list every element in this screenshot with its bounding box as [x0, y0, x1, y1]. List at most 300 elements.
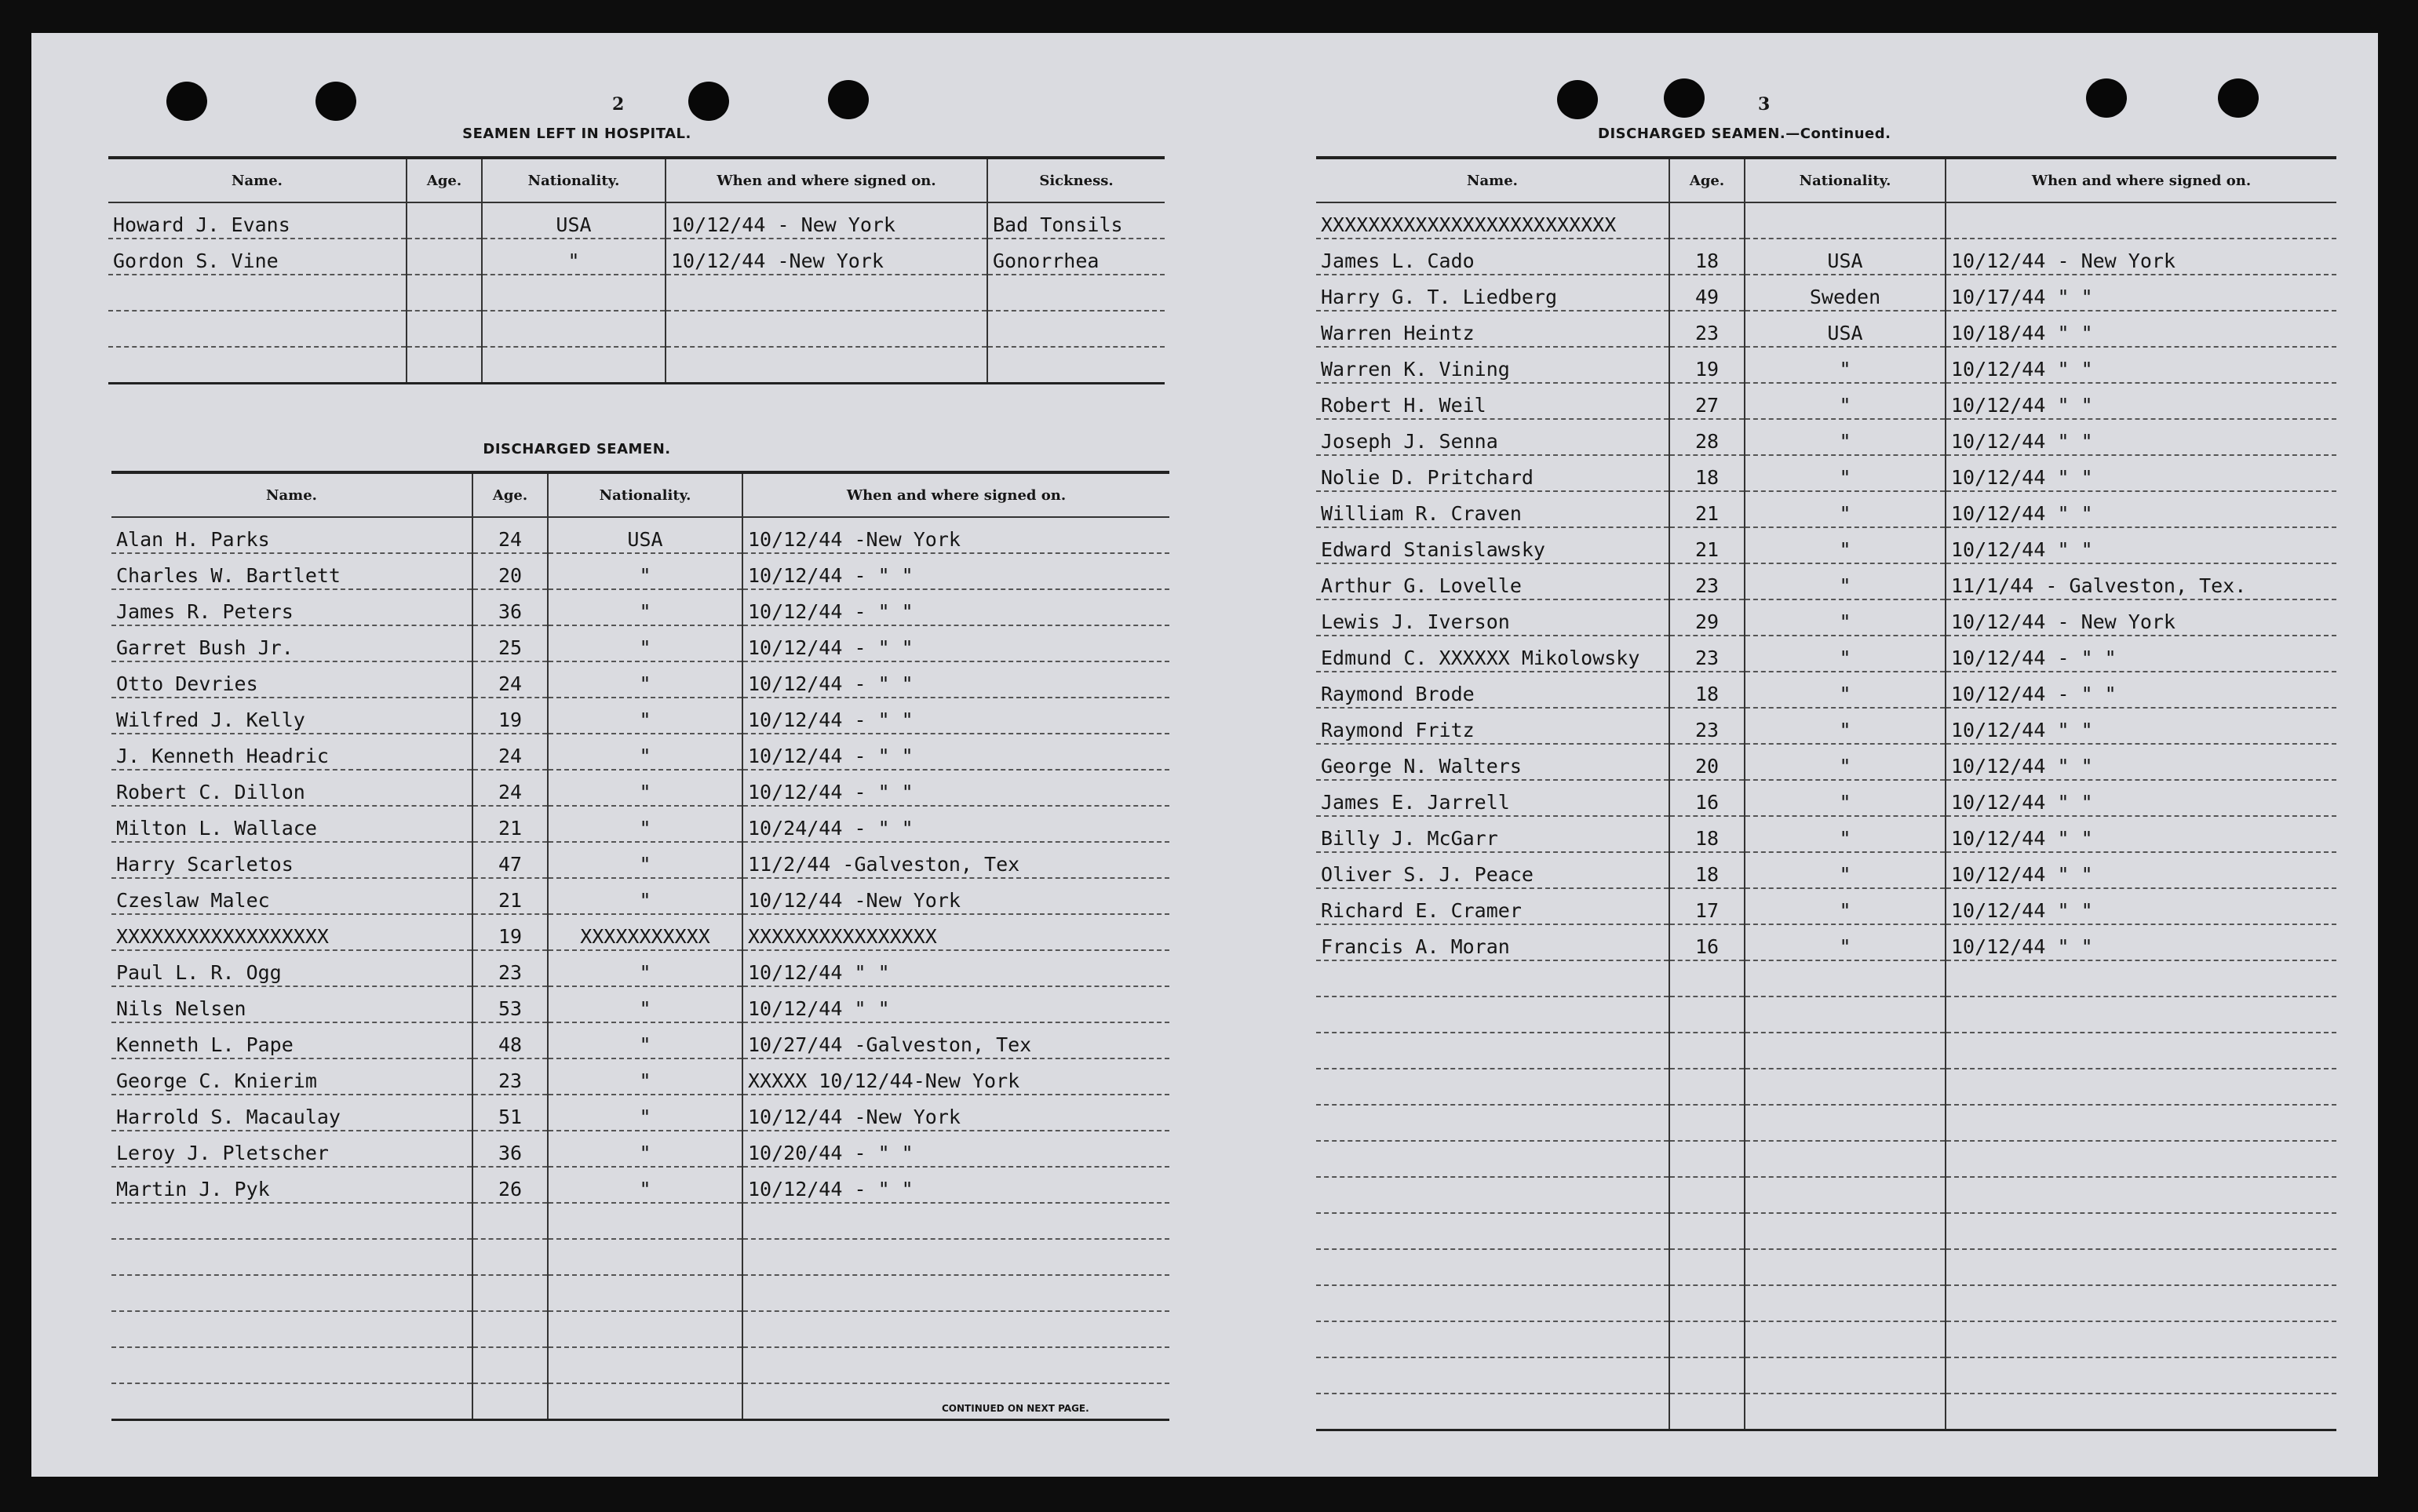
cell-age: 26 [472, 1167, 548, 1203]
cell-nationality [548, 1239, 742, 1275]
cell-signed-on: 10/12/44 " " [1946, 888, 2336, 924]
table-row [1316, 599, 2336, 636]
cell-signed-on: 10/12/44 " " [1946, 924, 2336, 960]
punch-hole-icon [315, 82, 356, 121]
table-row [111, 842, 1169, 878]
cell-signed-on: 10/12/44 - " " [742, 589, 1169, 625]
column-header-age: Age. [472, 472, 548, 517]
cell-age: 18 [1669, 455, 1745, 491]
cell-name: XXXXXXXXXXXXXXXXXXXXXXXXX [1316, 202, 1669, 239]
page-number: 2 [612, 94, 625, 115]
cell-nationality [1745, 1394, 1946, 1430]
cell-signed-on: 10/12/44 - " " [742, 661, 1169, 698]
table-row [1316, 419, 2336, 455]
cell-age: 24 [472, 517, 548, 553]
cell-signed-on: 10/12/44 " " [1946, 780, 2336, 816]
cell-signed-on [1946, 1141, 2336, 1177]
cell-nationality: " [1745, 455, 1946, 491]
cell-age [1669, 1105, 1745, 1141]
cell-nationality: " [548, 589, 742, 625]
cell-name: Warren Heintz [1316, 311, 1669, 347]
cell-signed-on: 11/2/44 -Galveston, Tex [742, 842, 1169, 878]
cell-age: 24 [472, 661, 548, 698]
table-row [1316, 1141, 2336, 1177]
table-row [1316, 996, 2336, 1033]
column-header-age: Age. [407, 158, 482, 202]
column-header-name: Name. [108, 158, 407, 202]
cell-nationality: " [1745, 816, 1946, 852]
cell-name [111, 1203, 472, 1239]
cell-age [1669, 1249, 1745, 1285]
cell-age [407, 239, 482, 275]
punch-hole-icon [828, 80, 869, 119]
cell-age: 49 [1669, 275, 1745, 311]
table-row [111, 661, 1169, 698]
cell-signed-on: 11/1/44 - Galveston, Tex. [1946, 563, 2336, 599]
cell-nationality: " [1745, 599, 1946, 636]
cell-name [1316, 1285, 1669, 1321]
cell-signed-on: 10/12/44 -New York [666, 239, 987, 275]
page-number: 3 [1758, 94, 1771, 115]
cell-nationality: " [482, 239, 666, 275]
cell-age [1669, 1321, 1745, 1357]
ledger-sheet [31, 33, 2378, 1477]
cell-nationality: USA [1745, 311, 1946, 347]
cell-age: 18 [1669, 816, 1745, 852]
cell-name: George C. Knierim [111, 1058, 472, 1095]
table-row [1316, 1213, 2336, 1249]
cell-nationality [548, 1311, 742, 1347]
cell-name: Charles W. Bartlett [111, 553, 472, 589]
column-header-nationality: Nationality. [548, 472, 742, 517]
cell-name: Gordon S. Vine [108, 239, 407, 275]
cell-signed-on: XXXXX 10/12/44-New York [742, 1058, 1169, 1095]
cell-age: 25 [472, 625, 548, 661]
cell-signed-on: 10/12/44 -New York [742, 878, 1169, 914]
table-row [108, 202, 1165, 239]
cell-name: Harrold S. Macaulay [111, 1095, 472, 1131]
cell-nationality [1745, 960, 1946, 996]
cell-signed-on: 10/12/44 " " [1946, 491, 2336, 527]
cell-nationality: " [548, 1095, 742, 1131]
cell-name: Martin J. Pyk [111, 1167, 472, 1203]
cell-signed-on: 10/20/44 - " " [742, 1131, 1169, 1167]
cell-signed-on: 10/12/44 " " [1946, 347, 2336, 383]
cell-name [111, 1275, 472, 1311]
cell-nationality: " [1745, 419, 1946, 455]
table-row [1316, 1105, 2336, 1141]
cell-age: 27 [1669, 383, 1745, 419]
cell-signed-on: XXXXXXXXXXXXXXXX [742, 914, 1169, 950]
table-row [1316, 1177, 2336, 1213]
cell-nationality: " [548, 842, 742, 878]
cell-nationality: " [1745, 852, 1946, 888]
cell-age: 20 [1669, 744, 1745, 780]
cell-name: Raymond Fritz [1316, 708, 1669, 744]
cell-name [1316, 960, 1669, 996]
cell-age: 36 [472, 1131, 548, 1167]
cell-sickness [987, 311, 1165, 347]
cell-signed-on [1946, 960, 2336, 996]
table-row [111, 770, 1169, 806]
cell-age [407, 202, 482, 239]
cell-nationality: " [548, 806, 742, 842]
cell-name: James E. Jarrell [1316, 780, 1669, 816]
cell-nationality: " [548, 698, 742, 734]
cell-name [1316, 1033, 1669, 1069]
table-row [111, 914, 1169, 950]
cell-name: Edmund C. XXXXXX Mikolowsky [1316, 636, 1669, 672]
cell-age: 21 [472, 806, 548, 842]
punch-hole-icon [1664, 78, 1705, 118]
cell-signed-on [1946, 1357, 2336, 1394]
cell-signed-on: 10/12/44 - " " [1946, 672, 2336, 708]
cell-nationality: " [1745, 888, 1946, 924]
cell-nationality [1745, 1285, 1946, 1321]
hospital-table [108, 156, 1165, 384]
cell-signed-on: 10/12/44 - " " [742, 734, 1169, 770]
cell-nationality: " [548, 734, 742, 770]
cell-name: Leroy J. Pletscher [111, 1131, 472, 1167]
cell-age: 21 [1669, 527, 1745, 563]
column-header-signed-on: When and where signed on. [742, 472, 1169, 517]
cell-age: 24 [472, 770, 548, 806]
column-header-signed-on: When and where signed on. [666, 158, 987, 202]
cell-age: 19 [472, 914, 548, 950]
cell-nationality: " [548, 553, 742, 589]
cell-nationality [548, 1203, 742, 1239]
cell-age [1669, 996, 1745, 1033]
cell-nationality: " [1745, 383, 1946, 419]
cell-nationality: " [1745, 636, 1946, 672]
column-header-nationality: Nationality. [1745, 158, 1946, 202]
cell-age: 24 [472, 734, 548, 770]
cell-age: 20 [472, 553, 548, 589]
table-row [111, 1311, 1169, 1347]
punch-hole-icon [2086, 78, 2127, 118]
cell-signed-on: 10/12/44 -New York [742, 517, 1169, 553]
cell-signed-on: 10/17/44 " " [1946, 275, 2336, 311]
cell-nationality [482, 311, 666, 347]
cell-signed-on [1946, 1177, 2336, 1213]
table-row [111, 1095, 1169, 1131]
cell-age: 48 [472, 1022, 548, 1058]
cell-nationality [1745, 1105, 1946, 1141]
cell-nationality: XXXXXXXXXXX [548, 914, 742, 950]
cell-name: George N. Walters [1316, 744, 1669, 780]
cell-name: Harry G. T. Liedberg [1316, 275, 1669, 311]
cell-name: Alan H. Parks [111, 517, 472, 553]
cell-age: 19 [1669, 347, 1745, 383]
table-row [111, 734, 1169, 770]
cell-age [407, 275, 482, 311]
cell-age [1669, 1033, 1745, 1069]
cell-age: 18 [1669, 239, 1745, 275]
cell-nationality: " [548, 1131, 742, 1167]
column-header-name: Name. [111, 472, 472, 517]
cell-age [472, 1275, 548, 1311]
cell-signed-on [742, 1203, 1169, 1239]
cell-name: Kenneth L. Pape [111, 1022, 472, 1058]
cell-name: Nils Nelsen [111, 986, 472, 1022]
cell-nationality: " [548, 625, 742, 661]
table-row [1316, 202, 2336, 239]
cell-signed-on: 10/24/44 - " " [742, 806, 1169, 842]
hospital-section-title: SEAMEN LEFT IN HOSPITAL. [462, 126, 691, 142]
cell-name: Garret Bush Jr. [111, 625, 472, 661]
cell-nationality [1745, 1321, 1946, 1357]
cell-name [1316, 1394, 1669, 1430]
cell-name: William R. Craven [1316, 491, 1669, 527]
table-row [111, 698, 1169, 734]
cell-age: 18 [1669, 852, 1745, 888]
cell-signed-on: 10/12/44 " " [1946, 852, 2336, 888]
cell-name: Billy J. McGarr [1316, 816, 1669, 852]
cell-signed-on: 10/12/44 -New York [742, 1095, 1169, 1131]
cell-name: Arthur G. Lovelle [1316, 563, 1669, 599]
cell-signed-on: 10/12/44 - New York [1946, 239, 2336, 275]
cell-signed-on: 10/12/44 " " [1946, 744, 2336, 780]
table-row [1316, 1069, 2336, 1105]
cell-signed-on: 10/12/44 " " [1946, 419, 2336, 455]
discharged-section-title: DISCHARGED SEAMEN. [483, 441, 671, 457]
cell-nationality: " [548, 1167, 742, 1203]
cell-age: 23 [472, 950, 548, 986]
cell-name: Francis A. Moran [1316, 924, 1669, 960]
cell-signed-on [1946, 996, 2336, 1033]
cell-age [1669, 1357, 1745, 1394]
table-row [1316, 1285, 2336, 1321]
cell-signed-on: 10/12/44 - New York [666, 202, 987, 239]
table-row [111, 1347, 1169, 1383]
left-page [31, 33, 1201, 1477]
cell-name: Harry Scarletos [111, 842, 472, 878]
punch-hole-icon [2218, 78, 2259, 118]
cell-signed-on: 10/12/44 - " " [742, 553, 1169, 589]
table-row [111, 1167, 1169, 1203]
cell-age: 23 [1669, 708, 1745, 744]
cell-nationality: " [1745, 491, 1946, 527]
table-row [108, 239, 1165, 275]
cell-age: 28 [1669, 419, 1745, 455]
cell-name: Robert H. Weil [1316, 383, 1669, 419]
table-row [111, 1239, 1169, 1275]
cell-name: Edward Stanislawsky [1316, 527, 1669, 563]
cell-nationality: " [548, 950, 742, 986]
cell-name [1316, 1357, 1669, 1394]
cell-sickness: Bad Tonsils [987, 202, 1165, 239]
table-row [111, 517, 1169, 553]
cell-nationality: " [1745, 527, 1946, 563]
cell-signed-on: 10/12/44 " " [1946, 455, 2336, 491]
cell-name [111, 1239, 472, 1275]
table-row [1316, 1321, 2336, 1357]
cell-signed-on [1946, 1394, 2336, 1430]
cell-age: 23 [1669, 563, 1745, 599]
cell-nationality [1745, 1141, 1946, 1177]
cell-name [108, 275, 407, 311]
cell-signed-on [1946, 1285, 2336, 1321]
cell-age [1669, 960, 1745, 996]
cell-nationality: " [1745, 780, 1946, 816]
cell-name: Paul L. R. Ogg [111, 950, 472, 986]
cell-name: XXXXXXXXXXXXXXXXXX [111, 914, 472, 950]
cell-age: 51 [472, 1095, 548, 1131]
cell-sickness: Gonorrhea [987, 239, 1165, 275]
cell-age: 36 [472, 589, 548, 625]
cell-age: 21 [472, 878, 548, 914]
cell-signed-on [1946, 1033, 2336, 1069]
table-row [1316, 491, 2336, 527]
cell-name [1316, 1249, 1669, 1285]
table-row [108, 311, 1165, 347]
table-row [1316, 1249, 2336, 1285]
column-header-nationality: Nationality. [482, 158, 666, 202]
right-page [1256, 33, 2378, 1477]
table-row [111, 878, 1169, 914]
table-row [1316, 527, 2336, 563]
punch-hole-icon [1557, 80, 1598, 119]
cell-signed-on [1946, 1321, 2336, 1357]
cell-age [472, 1347, 548, 1383]
cell-nationality [1745, 1033, 1946, 1069]
cell-age: 16 [1669, 780, 1745, 816]
table-row [1316, 852, 2336, 888]
cell-nationality: " [548, 770, 742, 806]
cell-name: James R. Peters [111, 589, 472, 625]
table-row [1316, 1357, 2336, 1394]
cell-age: 17 [1669, 888, 1745, 924]
cell-nationality [1745, 1357, 1946, 1394]
table-row [108, 347, 1165, 384]
cell-age [407, 347, 482, 384]
table-row [1316, 239, 2336, 275]
cell-nationality [482, 347, 666, 384]
cell-name: J. Kenneth Headric [111, 734, 472, 770]
cell-name [1316, 996, 1669, 1033]
cell-nationality [1745, 202, 1946, 239]
cell-age: 18 [1669, 672, 1745, 708]
cell-name [111, 1347, 472, 1383]
cell-signed-on: 10/12/44 - " " [742, 625, 1169, 661]
table-row [1316, 672, 2336, 708]
cell-signed-on: 10/12/44 " " [1946, 527, 2336, 563]
cell-nationality [1745, 1069, 1946, 1105]
cell-signed-on: 10/27/44 -Galveston, Tex [742, 1022, 1169, 1058]
continued-section-title: DISCHARGED SEAMEN.—Continued. [1598, 126, 1891, 142]
cell-nationality: " [1745, 924, 1946, 960]
table-row [111, 589, 1169, 625]
cell-signed-on: 10/12/44 " " [1946, 383, 2336, 419]
table-row [1316, 563, 2336, 599]
table-row [108, 275, 1165, 311]
table-row [1316, 780, 2336, 816]
cell-nationality: USA [1745, 239, 1946, 275]
cell-nationality: " [548, 1058, 742, 1095]
cell-nationality: " [1745, 672, 1946, 708]
cell-age: 53 [472, 986, 548, 1022]
cell-signed-on: 10/12/44 - " " [742, 1167, 1169, 1203]
cell-signed-on [742, 1383, 1169, 1420]
table-row [111, 1203, 1169, 1239]
cell-name [108, 347, 407, 384]
table-row [1316, 275, 2336, 311]
table-row [1316, 960, 2336, 996]
cell-age [1669, 202, 1745, 239]
cell-signed-on [742, 1275, 1169, 1311]
cell-signed-on: 10/12/44 " " [1946, 816, 2336, 852]
cell-name [1316, 1321, 1669, 1357]
cell-age: 23 [472, 1058, 548, 1095]
cell-name: Richard E. Cramer [1316, 888, 1669, 924]
cell-age [1669, 1394, 1745, 1430]
cell-age: 19 [472, 698, 548, 734]
cell-age [1669, 1141, 1745, 1177]
cell-name: Joseph J. Senna [1316, 419, 1669, 455]
cell-nationality [1745, 1177, 1946, 1213]
cell-name [1316, 1213, 1669, 1249]
cell-age: 23 [1669, 311, 1745, 347]
cell-nationality: " [548, 986, 742, 1022]
cell-signed-on: 10/12/44 " " [742, 950, 1169, 986]
cell-signed-on [666, 275, 987, 311]
table-row [111, 1022, 1169, 1058]
cell-nationality [548, 1383, 742, 1420]
cell-signed-on: 10/12/44 " " [1946, 708, 2336, 744]
cell-age [472, 1239, 548, 1275]
cell-signed-on [1946, 1069, 2336, 1105]
cell-name: James L. Cado [1316, 239, 1669, 275]
table-row [111, 1275, 1169, 1311]
table-row [111, 1383, 1169, 1420]
cell-signed-on [742, 1311, 1169, 1347]
cell-name [111, 1383, 472, 1420]
discharged-table [111, 471, 1169, 1421]
cell-name [108, 311, 407, 347]
table-row [111, 1058, 1169, 1095]
cell-age [1669, 1285, 1745, 1321]
cell-nationality: " [1745, 708, 1946, 744]
cell-nationality [548, 1275, 742, 1311]
table-row [111, 625, 1169, 661]
table-row [1316, 744, 2336, 780]
continued-discharged-table [1316, 156, 2336, 1431]
cell-age [1669, 1069, 1745, 1105]
punch-hole-icon [688, 82, 729, 121]
table-row [1316, 347, 2336, 383]
cell-signed-on [666, 311, 987, 347]
cell-signed-on [742, 1239, 1169, 1275]
cell-name [1316, 1177, 1669, 1213]
cell-signed-on: 10/12/44 - " " [742, 770, 1169, 806]
cell-nationality: " [1745, 563, 1946, 599]
cell-name: Czeslaw Malec [111, 878, 472, 914]
cell-signed-on: 10/12/44 - " " [1946, 636, 2336, 672]
cell-name: Milton L. Wallace [111, 806, 472, 842]
cell-age: 21 [1669, 491, 1745, 527]
column-header-sickness: Sickness. [987, 158, 1165, 202]
cell-signed-on: 10/12/44 " " [742, 986, 1169, 1022]
cell-nationality: " [1745, 744, 1946, 780]
cell-nationality [548, 1347, 742, 1383]
table-row [111, 1131, 1169, 1167]
cell-age [472, 1311, 548, 1347]
cell-age: 29 [1669, 599, 1745, 636]
cell-nationality: " [548, 661, 742, 698]
cell-name: Robert C. Dillon [111, 770, 472, 806]
table-row [1316, 311, 2336, 347]
cell-name [1316, 1105, 1669, 1141]
